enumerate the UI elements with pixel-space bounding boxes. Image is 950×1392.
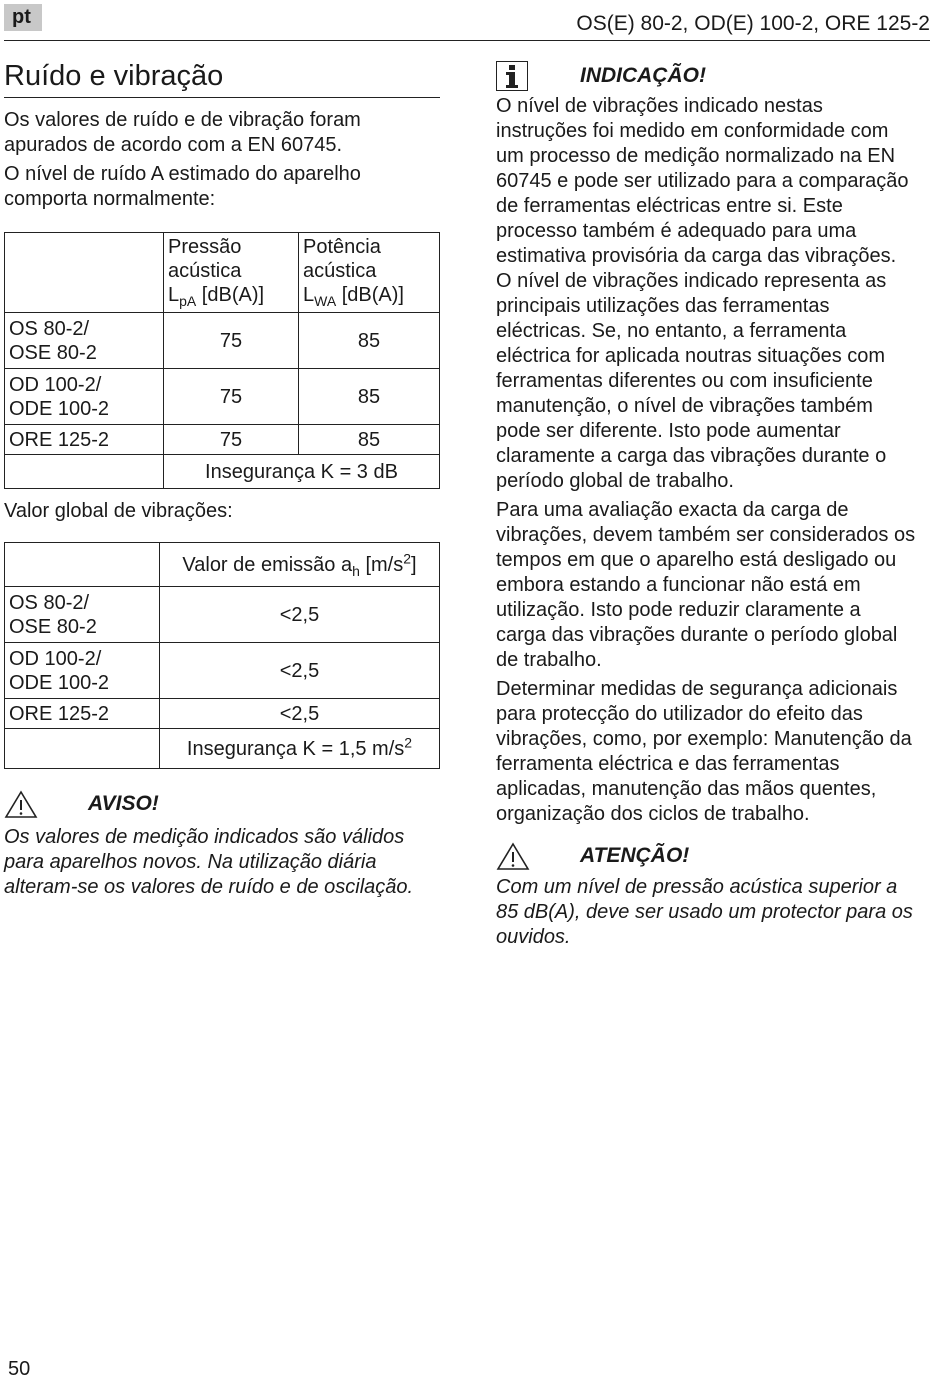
warning-header [4,787,440,821]
table-row: ORE 125-2 75 85 [5,425,440,455]
table-row: OD 100-2/ ODE 100-2 <2,5 [5,643,440,699]
table-row: OD 100-2/ ODE 100-2 75 85 [5,369,440,425]
caution-text: Com um nível de pressão acústica superior a 85 dB(A), deve ser usado um protector para os ouvidos. [496,876,913,948]
warning-triangle-icon [496,841,530,871]
noise-header-pressure: Pressão acústica $L_{pA}$ [dB(A)] [164,233,299,313]
warning-triangle-icon [4,789,38,819]
caution-title: ATENÇÃO! [580,844,690,867]
intro-paragraph: Os valores de ruído e de vibração foram apurados de acordo com a EN 60745. [4,109,361,156]
warning-text: Os valores de medição indicados são válidos para aparelhos novos. Na utilização diária alteram-se os valores de ruído e de oscilação. [4,826,414,898]
noise-intro: O nível de ruído A estimado do aparelho comporta normalmente: [4,163,361,210]
noise-header-power: Potência acústica $L_{WA}$ [dB(A)] [299,233,440,313]
vibration-uncertainty: Insegurança K = 1,5 $m/s^2$ [160,729,440,769]
table-row: OS 80-2/ OSE 80-2 <2,5 [5,587,440,643]
info-icon [496,61,528,91]
noise-table [4,232,440,489]
info-title: INDICAÇÃO! [580,64,706,87]
caution-header [496,839,916,873]
info-paragraph-2: Para uma avaliação exacta da carga de vibrações, devem também ser considerados os tempos em que o aparelho está desligado ou embora estando a funcionar não está em utilização. Isto pode reduzir claramente a carga das vibrações durante o período global de trabalho. [496,499,916,671]
page-number: 50 [8,1358,31,1380]
table-row: ORE 125-2 <2,5 [5,699,440,729]
warning-title: AVISO! [88,792,159,815]
section-heading: Ruído e vibração [4,58,440,98]
language-tag: pt [4,4,42,31]
left-column [4,58,440,900]
table-row: OS 80-2/ OSE 80-2 75 85 [5,313,440,369]
right-column [496,60,916,950]
document-title: OS(E) 80-2, OD(E) 100-2, ORE 125-2 [576,12,930,35]
vibration-table [4,542,440,769]
header-divider [4,40,930,41]
vibration-label: Valor global de vibrações: [4,500,233,522]
info-paragraph-3: Determinar medidas de segurança adicionais para protecção do utilizador do efeito das vibrações, como, por exemplo: Manutenção da ferramenta eléctrica e das ferramentas aplicadas, manutenção das mãos quentes, organização dos ciclos de trabalho. [496,678,912,825]
noise-uncertainty: Insegurança K = 3 dB [164,455,440,489]
vibration-header: Valor de emissão $a_h$ $[m/s^2]$ [160,543,440,587]
info-header [496,60,916,92]
info-paragraph-1: O nível de vibrações indicado nestas instruções foi medido em conformidade com um processo de medição normalizado na EN 60745 e pode ser utilizado para a comparação de ferramentas eléctricas entre si. Este processo também é adequado para uma estimativa provisória da carga das vibrações. O nível de vibrações indicado representa as principais utilizações das ferramentas eléctricas. Se, no entanto, a ferramenta eléctrica for aplicada noutras situações com ferramentas diferentes ou com insuficiente manutenção, o nível de vibrações também pode ser diferente. Isto pode aumentar claramente a carga das vibrações durante o período global de trabalho. [496,95,909,492]
